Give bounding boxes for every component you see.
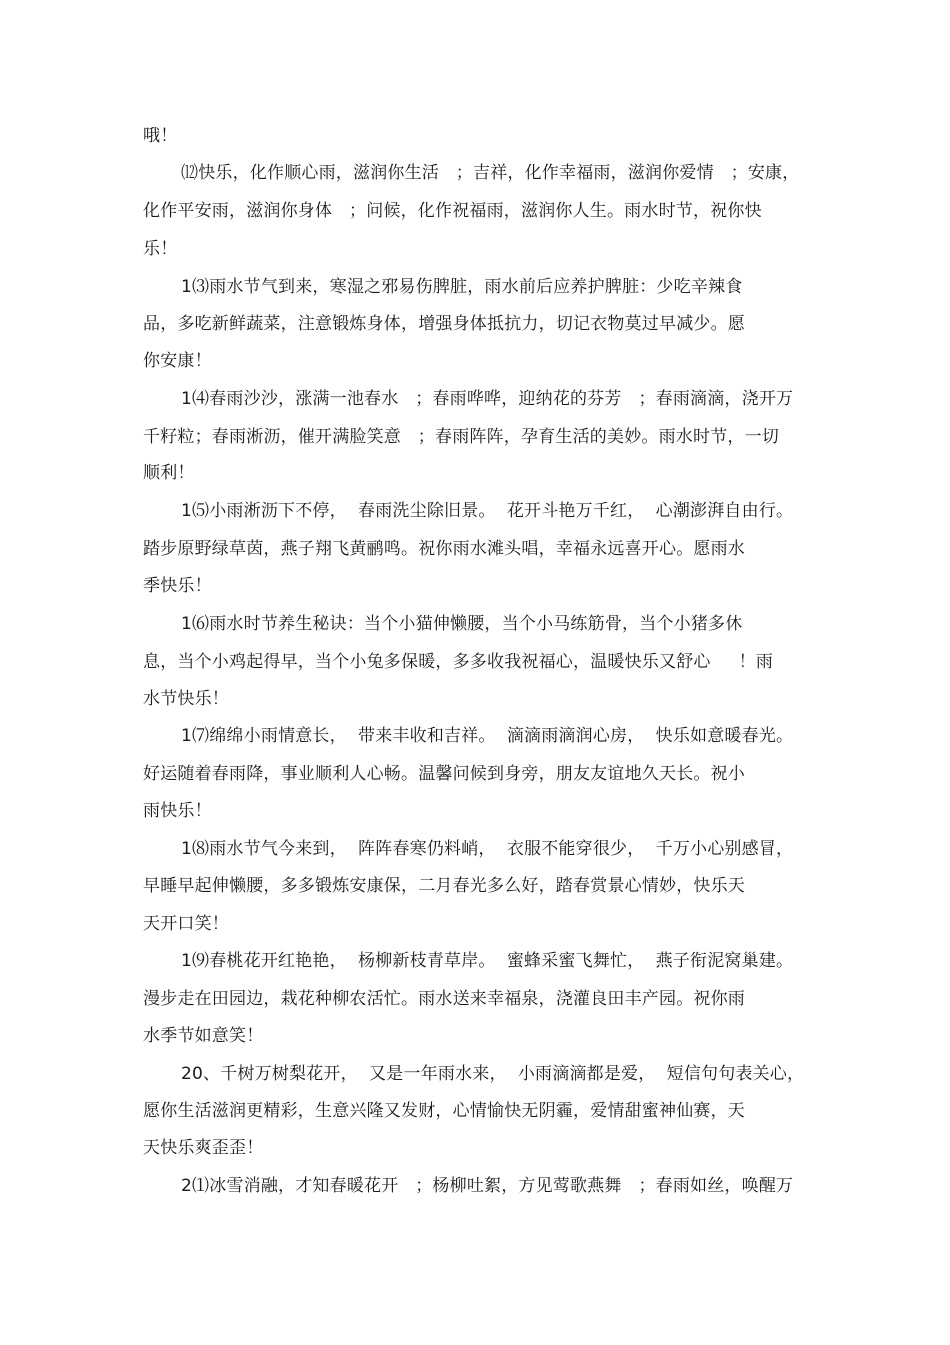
text-line: 你安康！ (143, 351, 212, 371)
text-line: 化作平安雨，滋润你身体 ；问候，化作祝福雨，滋润你人生。雨水时节，祝你快 (143, 201, 762, 221)
text-line: 好运随着春雨降，事业顺利人心畅。温馨问候到身旁，朋友友谊地久天长。祝小 (143, 764, 745, 784)
text-line: 水节快乐！ (143, 689, 229, 709)
text-line: 乐！ (143, 239, 178, 259)
text-line: 1⑶雨水节气到来，寒湿之邪易伤脾脏，雨水前后应养护脾脏：少吃辛辣食 (181, 277, 743, 297)
text-line: 哦！ (143, 126, 178, 146)
text-line: 1⑺绵绵小雨情意长， 带来丰收和吉祥。 滴滴雨滴润心房， 快乐如意暖春光。 (181, 726, 794, 746)
text-line: 季快乐！ (143, 576, 212, 596)
text-line: 千籽粒；春雨淅沥，催开满脸笑意 ；春雨阵阵，孕育生活的美妙。雨水时节，一切 (143, 427, 780, 447)
text-line: 1⑻雨水节气今来到， 阵阵春寒仍料峭， 衣服不能穿很少， 千万小心别感冒， (181, 839, 794, 859)
text-line: 息，当个小鸡起得早，当个小兔多保暖，多多收我祝福心，温暖快乐又舒心 ！雨 (143, 652, 774, 672)
text-line: 雨快乐！ (143, 801, 212, 821)
text-line: 漫步走在田园边，栽花种柳农活忙。雨水送来幸福泉，浇灌良田丰产园。祝你雨 (143, 989, 745, 1009)
text-line: 20、千树万树梨花开， 又是一年雨水来， 小雨滴滴都是爱， 短信句句表关心， (181, 1064, 805, 1084)
text-line: 踏步原野绿草茵，燕子翔飞黄鹂鸣。祝你雨水滩头唱，幸福永远喜开心。愿雨水 (143, 539, 745, 559)
text-line: 1⑸小雨淅沥下不停， 春雨洗尘除旧景。 花开斗艳万千红， 心潮澎湃自由行。 (181, 501, 794, 521)
text-line: 1⑼春桃花开红艳艳， 杨柳新枝青草岸。 蜜蜂采蜜飞舞忙， 燕子衔泥窝巢建。 (181, 951, 794, 971)
text-line: 顺利！ (143, 463, 195, 483)
text-line: 2⑴冰雪消融，才知春暖花开 ；杨柳吐絮，方见莺歌燕舞 ；春雨如丝，唤醒万 (181, 1176, 794, 1196)
text-line: 愿你生活滋润更精彩，生意兴隆又发财，心情愉快无阴霾，爱情甜蜜神仙赛，天 (143, 1101, 745, 1121)
text-line: 1⑷春雨沙沙，涨满一池春水 ；春雨哗哗，迎纳花的芬芳 ；春雨滴滴，浇开万 (181, 389, 794, 409)
text-line: 早睡早起伸懒腰，多多锻炼安康保，二月春光多么好，踏春赏景心情妙，快乐天 (143, 876, 745, 896)
text-line: 品，多吃新鲜蔬菜，注意锻炼身体，增强身体抵抗力，切记衣物莫过早减少。愿 (143, 314, 745, 334)
text-line: 天快乐爽歪歪！ (143, 1138, 264, 1158)
text-line: 1⑹雨水时节养生秘诀：当个小猫伸懒腰，当个小马练筋骨，当个小猪多休 (181, 614, 743, 634)
text-line: ⑿快乐，化作顺心雨，滋润你生活 ；吉祥，化作幸福雨，滋润你爱情 ；安康， (181, 163, 800, 183)
text-line: 水季节如意笑！ (143, 1026, 264, 1046)
text-line: 天开口笑！ (143, 914, 229, 934)
